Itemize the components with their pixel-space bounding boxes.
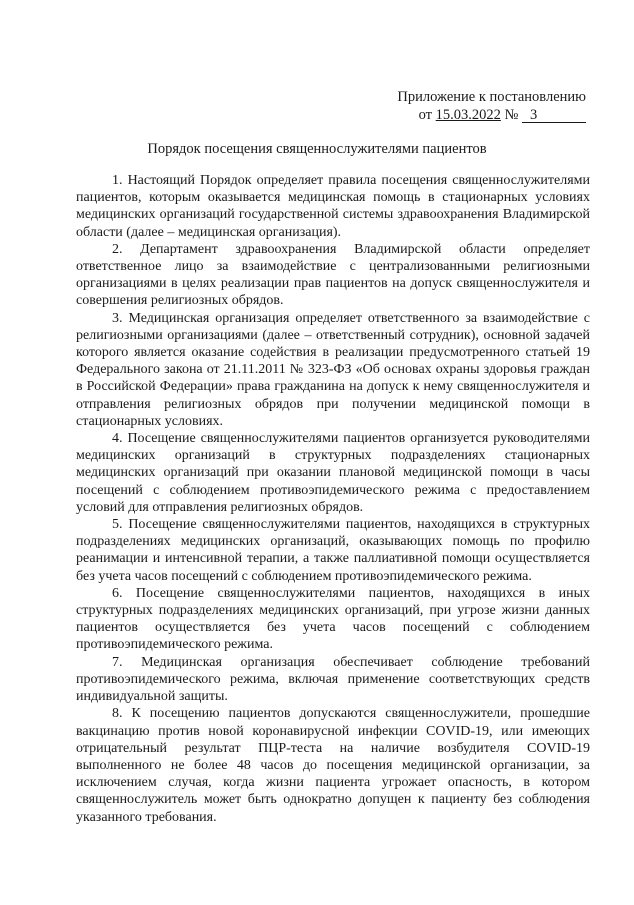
document-body [76,172,590,826]
paragraph-4: 4. Посещение священнослужителями пациентов организуется руководителями медицинских организаций в структурных подразделениях стационарных медицинских организаций при оказании плановой медицинской помощи в часы посещений с соблюдением противоэпидемического режима с предоставлением условий для отправления религиозных обрядов. [76,431,590,515]
appendix-caption: Приложение к постановлению [397,89,586,105]
paragraph-3: 3. Медицинская организация определяет ответственного за взаимодействие с религиозными организациями (далее – ответственный сотрудник), основной задачей которого является оказание содействия в реализации предусмотренного статьей 19 Федерального закона от 21.11.2011 № 323-ФЗ «Об основах охраны здоровья граждан в Российской Федерации» права гражданина на допуск к нему священнослужителя и отправления религиозных обрядов при получении медицинской помощи в стационарных условиях. [76,310,590,429]
paragraph-6: 6. Посещение священнослужителями пациентов, находящихся в иных структурных подразделениях медицинских организаций, при угрозе жизни данных пациентов осуществляется без учета часов посещений с соблюдением противоэпидемического режима. [76,585,590,653]
appendix-prefix: от [418,107,433,123]
paragraph-5: 5. Посещение священнослужителями пациентов, находящихся в структурных подразделениях медицинских организаций, оказывающих помощь по профилю реанимации и интенсивной терапии, а также паллиативной помощи осуществляется без учета часов посещений с соблюдением противоэпидемического режима. [76,517,590,584]
appendix-number: 3 [522,108,586,123]
paragraph-2: 2. Департамент здравоохранения Владимирской области определяет ответственное лицо за взаимодействие с централизованными религиозными организациями в целях реализации прав пациентов на допуск священнослужителя и совершения религиозных обрядов. [76,241,590,309]
paragraph-8: 8. К посещению пациентов допускаются священнослужители, прошедшие вакцинацию против новой коронавирусной инфекции COVID-19, или имеющих отрицательный результат ПЦР-теста на наличие возбудителя COVID-19 выполненного не более 48 часов до посещения медицинской организации, за исключением случая, когда жизни пациента угрожает опасность, в котором священнослужитель может быть однократно допущен к пациенту без соблюдения указанного требования. [76,706,590,825]
appendix-header [397,88,586,124]
paragraph-7: 7. Медицинская организация обеспечивает соблюдение требований противоэпидемического режима, включая применение соответствующих средств индивидуальной защиты. [76,654,590,705]
appendix-date-line [419,106,586,124]
appendix-number-sign: № [504,107,519,123]
document-title: Порядок посещения священнослужителями пациентов [147,141,487,157]
paragraph-1: 1. Настоящий Порядок определяет правила посещения священнослужителями пациентов, которым оказывается медицинская помощь в стационарных условиях медицинских организаций государственной системы здравоохранения Владимирской области (далее – медицинская организация). [76,173,590,240]
appendix-date: 15.03.2022 [435,107,501,123]
